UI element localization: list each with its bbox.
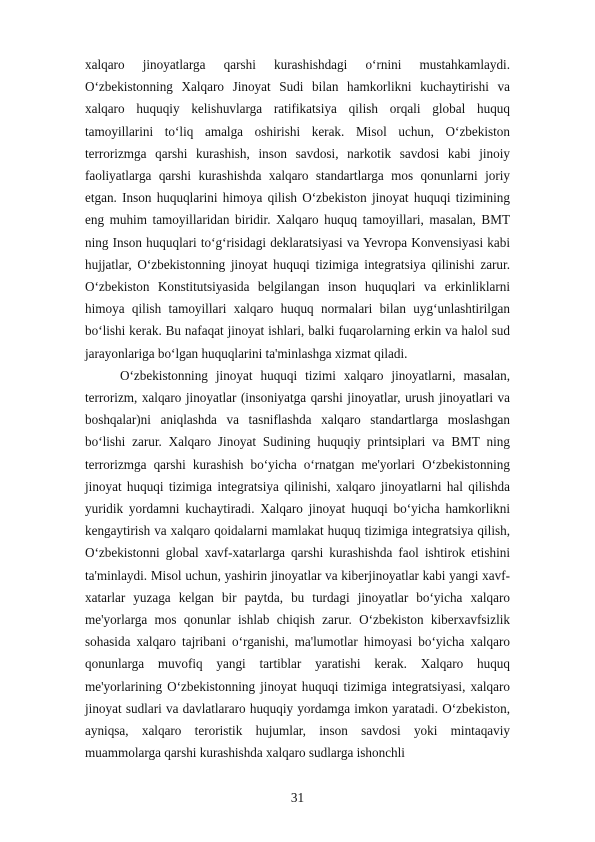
body-text	[85, 54, 510, 765]
paragraph-1: xalqaro jinoyatlarga qarshi kurashishdagi o‘rnini mustahkamlaydi. O‘zbekistonning Xalqaro Jinoyat Sudi bilan hamkorlikni kuchaytirishi va xalqaro huquqiy kelishuvlarga ratifikatsiya qilish orqali global huquq tamoyillarini to‘liq amalga oshirishi kerak. Misol uchun, O‘zbekiston terrorizmga qarshi kurashish, inson savdosi, narkotik savdosi kabi jinoiy faoliyatlarga qarshi kurashishda xalqaro standartlarga mos qonunlarni joriy etgan. Inson huquqlarini himoya qilish O‘zbekiston jinoyat huquqi tizimining eng muhim tamoyillaridan biridir. Xalqaro huquq tamoyillari, masalan, BMT ning Inson huquqlari to‘g‘risidagi deklaratsiyasi va Yevropa Konvensiyasi kabi hujjatlar, O‘zbekistonning jinoyat huquqi tizimiga integratsiya qilinishi zarur. O‘zbekiston Konstitutsiyasida belgilangan inson huquqlari va erkinliklarni himoya qilish tamoyillari xalqaro huquq normalari bilan uyg‘unlashtirilgan bo‘lishi kerak. Bu nafaqat jinoyat ishlari, balki fuqarolarning erkin va halol sud jarayonlariga bo‘lgan huquqlarini ta'minlashga xizmat qiladi.	[85, 57, 510, 361]
page-number: 31	[290, 790, 305, 805]
paragraph-2: O‘zbekistonning jinoyat huquqi tizimi xalqaro jinoyatlarni, masalan, terrorizm, xalqaro jinoyatlar (insoniyatga qarshi jinoyatlar, urush jinoyatlari va boshqalar)ni aniqlashda va tasniflashda xalqaro standartlarga moslashgan bo‘lishi zarur. Xalqaro Jinoyat Sudining huquqiy printsiplari va BMT ning terrorizmga qarshi kurashish bo‘yicha o‘rnatgan me'yorlari O‘zbekistonning jinoyat huquqi tizimiga integratsiya qilinishi, xalqaro jinoyatlarni hal qilishda yuridik yordamni kuchaytiradi. Xalqaro jinoyat huquqi bo‘yicha hamkorlikni kengaytirish va xalqaro qoidalarni mamlakat huquq tizimiga integratsiya qilish, O‘zbekistonni global xavf-xatarlarga qarshi kurashishda faol ishtirok etishini ta'minlaydi. Misol uchun, yashirin jinoyatlar va kiberjinoyatlar kabi yangi xavf-xatarlar yuzaga kelgan bir paytda, bu turdagi jinoyatlar bo‘yicha xalqaro me'yorlarga mos qonunlar ishlab chiqish zarur. O‘zbekiston kiberxavfsizlik sohasida xalqaro tajribani o‘rganishi, ma'lumotlar himoyasi bo‘yicha xalqaro qonunlarga muvofiq yangi tartiblar yaratishi kerak. Xalqaro huquq me'yorlarining O‘zbekistonning jinoyat huquqi tizimiga integratsiyasi, xalqaro jinoyat sudlari va davlatlararo huquqiy yordamga imkon yaratadi. O‘zbekiston, ayniqsa, xalqaro teroristik hujumlar, inson savdosi yoki mintaqaviy muammolarga qarshi kurashishda xalqaro sudlarga ishonchli	[85, 367, 510, 761]
